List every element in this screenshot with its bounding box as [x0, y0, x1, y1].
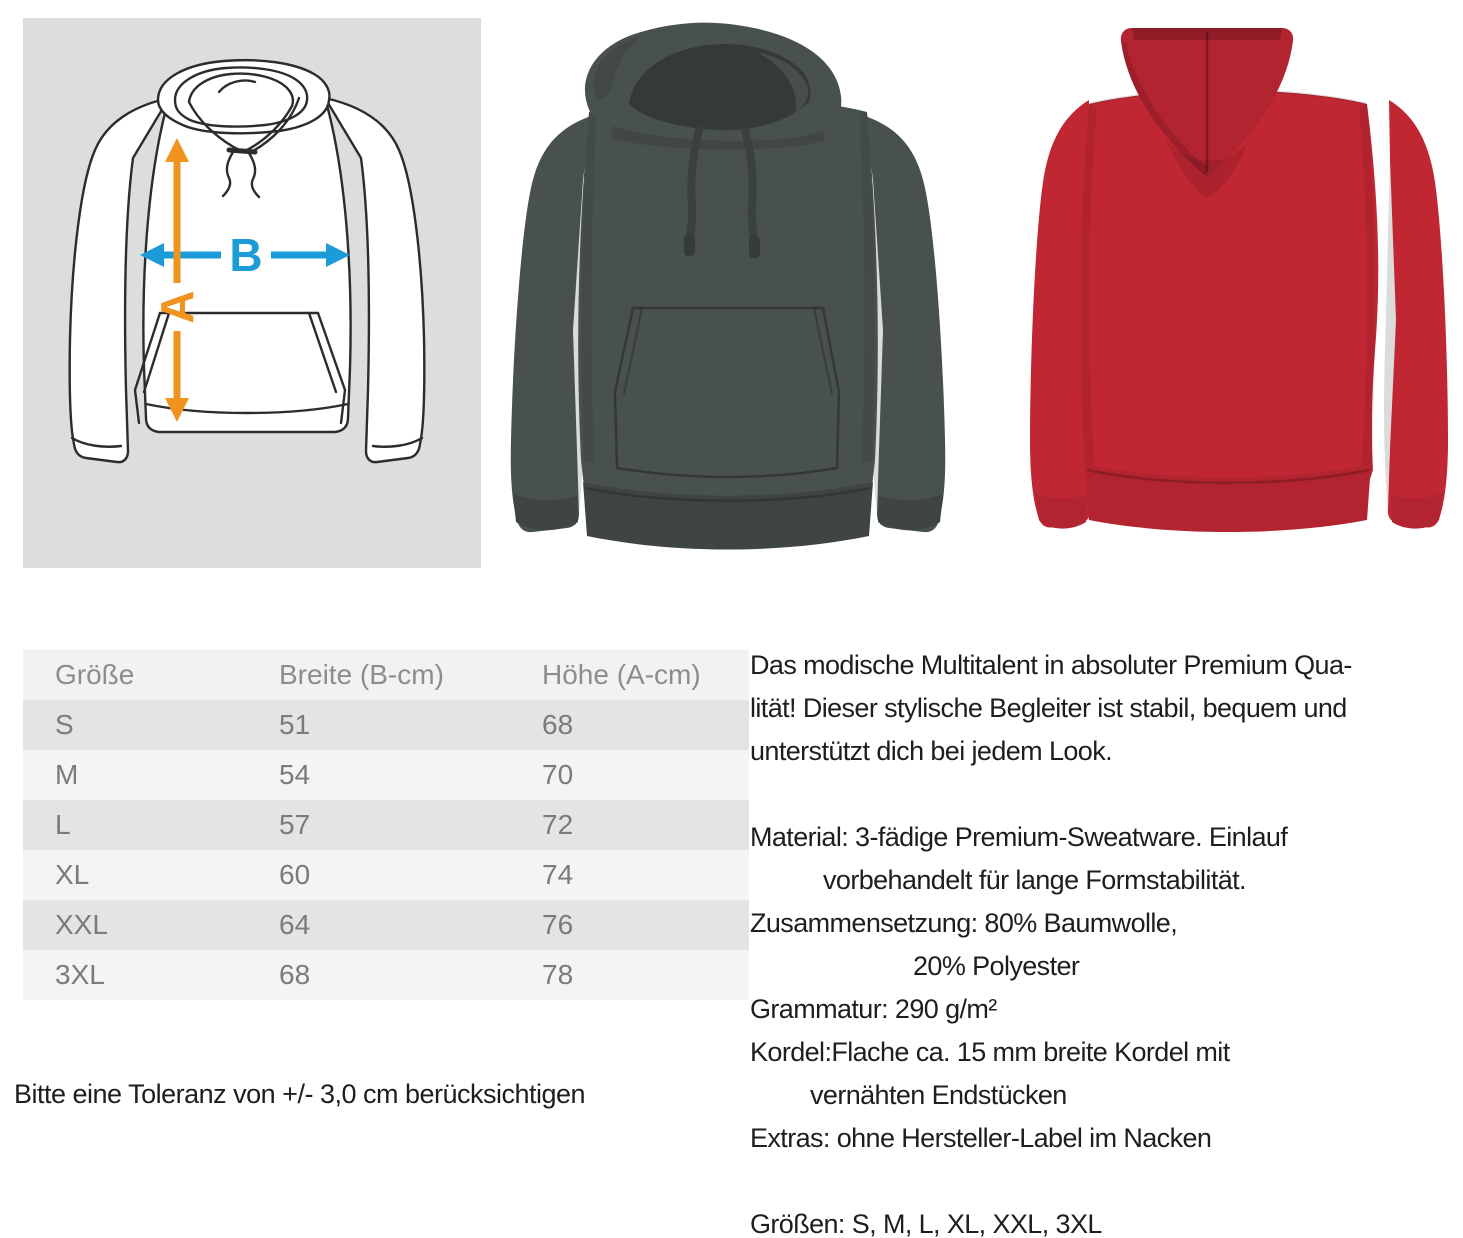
- width-cell: 57: [279, 800, 542, 850]
- size-table-row: [23, 950, 749, 1000]
- height-cell: 70: [542, 750, 749, 800]
- size-cell: L: [23, 800, 279, 850]
- size-table-row: [23, 750, 749, 800]
- description-line: Grammatur: 290 g/m²: [750, 994, 997, 1024]
- height-cell: 74: [542, 850, 749, 900]
- height-cell: 68: [542, 700, 749, 750]
- hoodie-front-art: [511, 23, 946, 550]
- width-cell: 54: [279, 750, 542, 800]
- measure-label-b: B: [229, 229, 263, 281]
- hoodie-back-art: [1030, 28, 1448, 532]
- size-table-row: [23, 700, 749, 750]
- size-table-row: [23, 850, 749, 900]
- width-cell: 60: [279, 850, 542, 900]
- size-table: [23, 650, 749, 1000]
- description-line: Größen: S, M, L, XL, XXL, 3XL: [750, 1209, 1102, 1238]
- description-line: [750, 1160, 1463, 1203]
- size-table-column-header: Größe: [23, 650, 279, 700]
- product-photo-front: [505, 20, 951, 558]
- size-table-section: [23, 650, 717, 1000]
- description-line: Kordel:Flache ca. 15 mm breite Kordel mit: [750, 1037, 1230, 1067]
- hood: [585, 23, 841, 150]
- kangaroo-pocket: [615, 308, 839, 477]
- description-line: Das modische Multitalent in absoluter Premium Qua-: [750, 650, 1352, 680]
- description-line: vorbehandelt für lange Formstabilität.: [823, 865, 1246, 895]
- description-line: Zusammensetzung: 80% Baumwolle,: [750, 908, 1178, 938]
- size-cell: XL: [23, 850, 279, 900]
- size-cell: M: [23, 750, 279, 800]
- description-line: lität! Dieser stylische Begleiter ist stabil, bequem und: [750, 693, 1347, 723]
- description-line: vernähten Endstücken: [810, 1080, 1067, 1110]
- height-cell: 76: [542, 900, 749, 950]
- width-cell: 64: [279, 900, 542, 950]
- product-description: [750, 644, 1463, 1238]
- hoodie-back-image: [1029, 20, 1449, 558]
- description-line: 20% Polyester: [913, 951, 1080, 981]
- tolerance-note: Bitte eine Toleranz von +/- 3,0 cm berücksichtigen: [14, 1079, 586, 1109]
- size-table-body: [23, 700, 749, 1000]
- size-cell: S: [23, 700, 279, 750]
- hoodie-front-image: [505, 20, 951, 558]
- width-cell: 68: [279, 950, 542, 1000]
- sleeve-right: [1388, 100, 1448, 528]
- size-table-header-row: [23, 650, 749, 700]
- description-line: unterstützt dich bei jedem Look.: [750, 736, 1113, 766]
- width-cell: 51: [279, 700, 542, 750]
- size-table-row: [23, 900, 749, 950]
- size-table-row: [23, 800, 749, 850]
- size-diagram-image: [23, 18, 481, 568]
- product-photo-back: [1029, 20, 1449, 558]
- size-cell: 3XL: [23, 950, 279, 1000]
- description-line: [750, 773, 1463, 816]
- size-table-column-header: Höhe (A-cm): [542, 650, 749, 700]
- size-diagram-figure: [23, 18, 481, 568]
- measure-label-a: A: [151, 290, 203, 324]
- size-table-column-header: Breite (B-cm): [279, 650, 542, 700]
- description-line: Material: 3-fädige Premium-Sweatware. Einlauf: [750, 822, 1288, 852]
- description-line: Extras: ohne Hersteller-Label im Nacken: [750, 1123, 1212, 1153]
- size-cell: XXL: [23, 900, 279, 950]
- height-cell: 78: [542, 950, 749, 1000]
- height-cell: 72: [542, 800, 749, 850]
- size-table-head: [23, 650, 749, 700]
